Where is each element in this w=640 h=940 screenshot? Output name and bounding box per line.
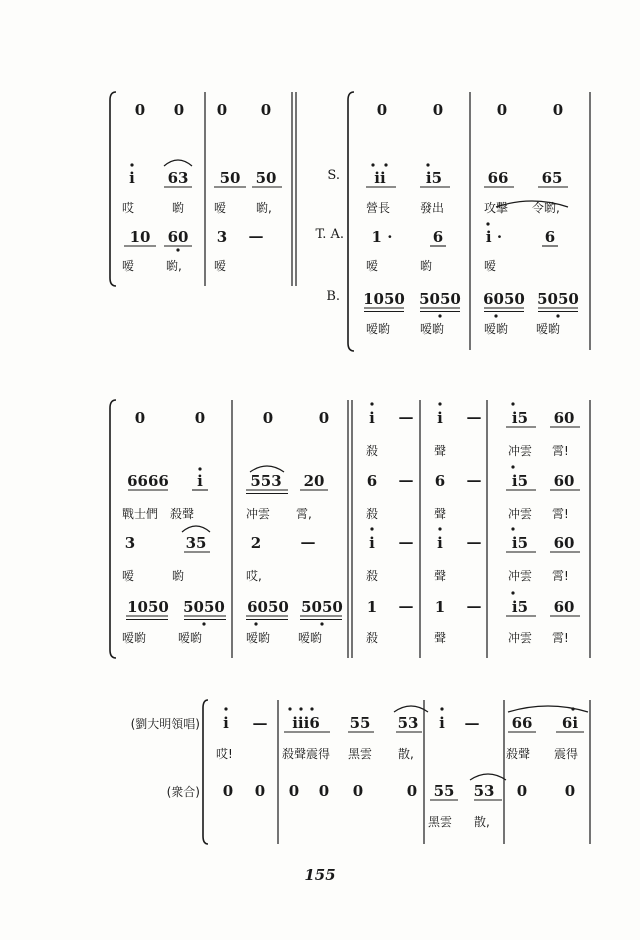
- lyric: 令喲,: [532, 201, 560, 215]
- note-high-1: i: [197, 472, 203, 490]
- lyric: 嗳喲: [298, 631, 323, 645]
- voice-label-tenor-alto: T. A.: [315, 227, 344, 242]
- note-group: 5050: [301, 598, 343, 616]
- lyric: 嗳喲: [536, 322, 561, 336]
- note-group: 60: [553, 472, 575, 490]
- note-group: 5050: [537, 290, 579, 308]
- note-group: 1050: [363, 290, 405, 308]
- slur: [182, 526, 210, 532]
- note-group: 60: [167, 228, 189, 246]
- lead-note: 53: [397, 714, 419, 732]
- octave-dot: [130, 163, 133, 166]
- note-dotted: i ·: [485, 228, 503, 246]
- note-group: 1050: [127, 598, 169, 616]
- lyric: 嗳: [122, 569, 135, 583]
- chorus-lyric: 黑雲: [428, 815, 453, 829]
- note-rest: 0: [194, 409, 206, 427]
- note-group: i5: [511, 472, 529, 490]
- chorus-note: 0: [352, 782, 364, 800]
- note-rest: 0: [262, 409, 274, 427]
- lyric: 哎: [122, 201, 135, 215]
- octave-dot: [288, 707, 291, 710]
- chorus-note: 0: [516, 782, 528, 800]
- chorus-note: 0: [222, 782, 234, 800]
- note-dash: —: [466, 597, 482, 615]
- note: 6: [434, 472, 446, 490]
- page-number: 155: [304, 866, 336, 884]
- note: i: [369, 534, 375, 552]
- lyric: 嗳: [122, 259, 135, 273]
- lead-note: 6i: [561, 714, 579, 732]
- note: 3: [124, 534, 136, 552]
- lyric: 嗳喲: [246, 631, 271, 645]
- lyric: 殺: [366, 569, 379, 583]
- lyric: 殺聲: [170, 507, 195, 521]
- note: 2: [250, 534, 262, 552]
- note-rest: 0: [134, 409, 146, 427]
- note-group: 60: [553, 409, 575, 427]
- voice-label-soprano: S.: [327, 168, 340, 183]
- octave-dot: [310, 707, 313, 710]
- note-group: 63: [167, 169, 189, 187]
- chorus-lyric: 散,: [474, 815, 490, 829]
- note-rest: 0: [376, 101, 388, 119]
- note-group: ii: [374, 169, 386, 187]
- lead-note: —: [252, 714, 268, 732]
- chorus-note: 0: [254, 782, 266, 800]
- lyric: 嗳喲: [178, 631, 203, 645]
- note-group: 6666: [127, 472, 169, 490]
- octave-dot: [224, 707, 227, 710]
- lead-note: i: [223, 714, 229, 732]
- octave-dot: [511, 402, 514, 405]
- lead-lyric: 殺聲: [506, 747, 531, 761]
- octave-dot: [438, 527, 441, 530]
- note-group: 65: [541, 169, 563, 187]
- note-group: 60: [553, 598, 575, 616]
- note: i: [437, 409, 443, 427]
- note-rest: 0: [134, 101, 146, 119]
- note: 6: [366, 472, 378, 490]
- octave-dot: [511, 527, 514, 530]
- note-group: i5: [425, 169, 443, 187]
- lead-note: —: [464, 714, 480, 732]
- note-dash: —: [398, 471, 414, 489]
- chorus-note: 0: [318, 782, 330, 800]
- note-dash: —: [398, 533, 414, 551]
- lead-lyric: 黑雲: [348, 747, 373, 761]
- note-group: 60: [553, 534, 575, 552]
- lyric: 嗳喲: [366, 322, 391, 336]
- lyric: 營長: [366, 201, 391, 215]
- octave-dot: [371, 163, 374, 166]
- lyric: 霄!: [552, 569, 569, 583]
- octave-dot: [254, 622, 257, 625]
- note-group: 553: [250, 472, 282, 490]
- lyric: 嗳喲: [484, 322, 509, 336]
- slur: [470, 774, 506, 780]
- note-rest: 0: [216, 101, 228, 119]
- lyric: 哎,: [246, 569, 262, 583]
- lyric: 嗳: [366, 259, 379, 273]
- octave-dot: [198, 467, 201, 470]
- lead-lyric: 哎!: [216, 747, 233, 761]
- note-group: 10: [129, 228, 151, 246]
- note-dash: —: [248, 227, 264, 245]
- note-group: i5: [511, 598, 529, 616]
- octave-dot: [486, 222, 489, 225]
- note-rest: 0: [260, 101, 272, 119]
- note-group: 6050: [247, 598, 289, 616]
- chorus-note: 55: [433, 782, 455, 800]
- voice-label-chorus: (衆合): [166, 785, 200, 799]
- note: 6: [432, 228, 444, 246]
- octave-dot: [370, 402, 373, 405]
- lead-note: 55: [349, 714, 371, 732]
- note-group: 50: [219, 169, 241, 187]
- lyric: 喲,: [256, 201, 272, 215]
- note-group: i5: [511, 534, 529, 552]
- slur: [508, 706, 588, 712]
- system-3-left-bracket: [203, 700, 208, 844]
- note-rest: 0: [496, 101, 508, 119]
- note: 3: [216, 228, 228, 246]
- voice-label-bass: B.: [326, 289, 340, 304]
- octave-dot: [384, 163, 387, 166]
- lyric: 喲: [172, 569, 185, 583]
- lyric: 冲雲: [508, 444, 533, 458]
- octave-dot: [494, 314, 497, 317]
- lyric: 霄!: [552, 507, 569, 521]
- system-1-right-bracket: [348, 92, 354, 351]
- chorus-note: 0: [406, 782, 418, 800]
- lyric: 喲: [420, 259, 433, 273]
- slur: [164, 160, 192, 166]
- lead-note: 66: [511, 714, 533, 732]
- lyric: 殺: [366, 507, 379, 521]
- note-group: 35: [185, 534, 207, 552]
- octave-dot: [511, 465, 514, 468]
- lyric: 喲,: [166, 259, 182, 273]
- note-group: 5050: [183, 598, 225, 616]
- octave-dot: [426, 163, 429, 166]
- lyric: 聲: [434, 444, 447, 458]
- note-group: 66: [487, 169, 509, 187]
- lead-lyric: 殺聲震得: [282, 747, 331, 761]
- note-rest: 0: [552, 101, 564, 119]
- lyric: 嗳: [214, 259, 227, 273]
- lyric: 冲雲: [508, 631, 533, 645]
- note-dash: —: [466, 533, 482, 551]
- lyric: 殺: [366, 444, 379, 458]
- note-dotted: 1 ·: [371, 228, 393, 246]
- octave-dot: [202, 622, 205, 625]
- lyric: 嗳: [484, 259, 497, 273]
- lyric: 冲雲: [508, 507, 533, 521]
- octave-dot: [440, 707, 443, 710]
- note-high-1: i: [129, 169, 135, 187]
- lyric: 嗳喲: [420, 322, 445, 336]
- lyric: 聲: [434, 507, 447, 521]
- note-group: 5050: [419, 290, 461, 308]
- lyric: 冲雲: [508, 569, 533, 583]
- octave-dot: [438, 314, 441, 317]
- note-dash: —: [398, 408, 414, 426]
- note-rest: 0: [432, 101, 444, 119]
- lyric: 喲: [172, 201, 185, 215]
- note-rest: 0: [173, 101, 185, 119]
- lyric: 霄!: [552, 444, 569, 458]
- octave-dot: [556, 314, 559, 317]
- lyric: 聲: [434, 631, 447, 645]
- lead-lyric: 震得: [554, 747, 579, 761]
- lyric: 霄!: [552, 631, 569, 645]
- lyric: 殺: [366, 631, 379, 645]
- note: 6: [544, 228, 556, 246]
- octave-dot: [511, 591, 514, 594]
- system-1-left-bracket: [110, 92, 116, 286]
- note-rest: 0: [318, 409, 330, 427]
- note: 1: [434, 598, 446, 616]
- note-group: 20: [303, 472, 325, 490]
- lyric: 冲雲: [246, 507, 271, 521]
- lead-note: iii6: [292, 714, 320, 732]
- note-dash: —: [398, 597, 414, 615]
- lyric: 戰士們: [122, 507, 159, 521]
- octave-dot: [299, 707, 302, 710]
- octave-dot: [320, 622, 323, 625]
- lead-note: i: [439, 714, 445, 732]
- chorus-note: 0: [288, 782, 300, 800]
- lyric: 嗳喲: [122, 631, 147, 645]
- note-dash: —: [466, 471, 482, 489]
- lyric: 霄,: [296, 507, 312, 521]
- chorus-note: 0: [564, 782, 576, 800]
- note: 1: [366, 598, 378, 616]
- note-dash: —: [466, 408, 482, 426]
- octave-dot: [176, 248, 179, 251]
- chorus-note: 53: [473, 782, 495, 800]
- voice-label-lead: (劉大明領唱): [130, 717, 200, 731]
- note: i: [437, 534, 443, 552]
- lyric: 聲: [434, 569, 447, 583]
- note-group: i5: [511, 409, 529, 427]
- lead-lyric: 散,: [398, 747, 414, 761]
- note: i: [369, 409, 375, 427]
- slur: [394, 706, 428, 712]
- lyric: 嗳: [214, 201, 227, 215]
- note-dash: —: [300, 533, 316, 551]
- note-group: 50: [255, 169, 277, 187]
- octave-dot: [438, 402, 441, 405]
- lyric: 攻擊: [484, 201, 509, 215]
- note-group: 6050: [483, 290, 525, 308]
- lyric: 發出: [420, 201, 445, 215]
- system-2-left-bracket: [110, 400, 116, 658]
- octave-dot: [370, 527, 373, 530]
